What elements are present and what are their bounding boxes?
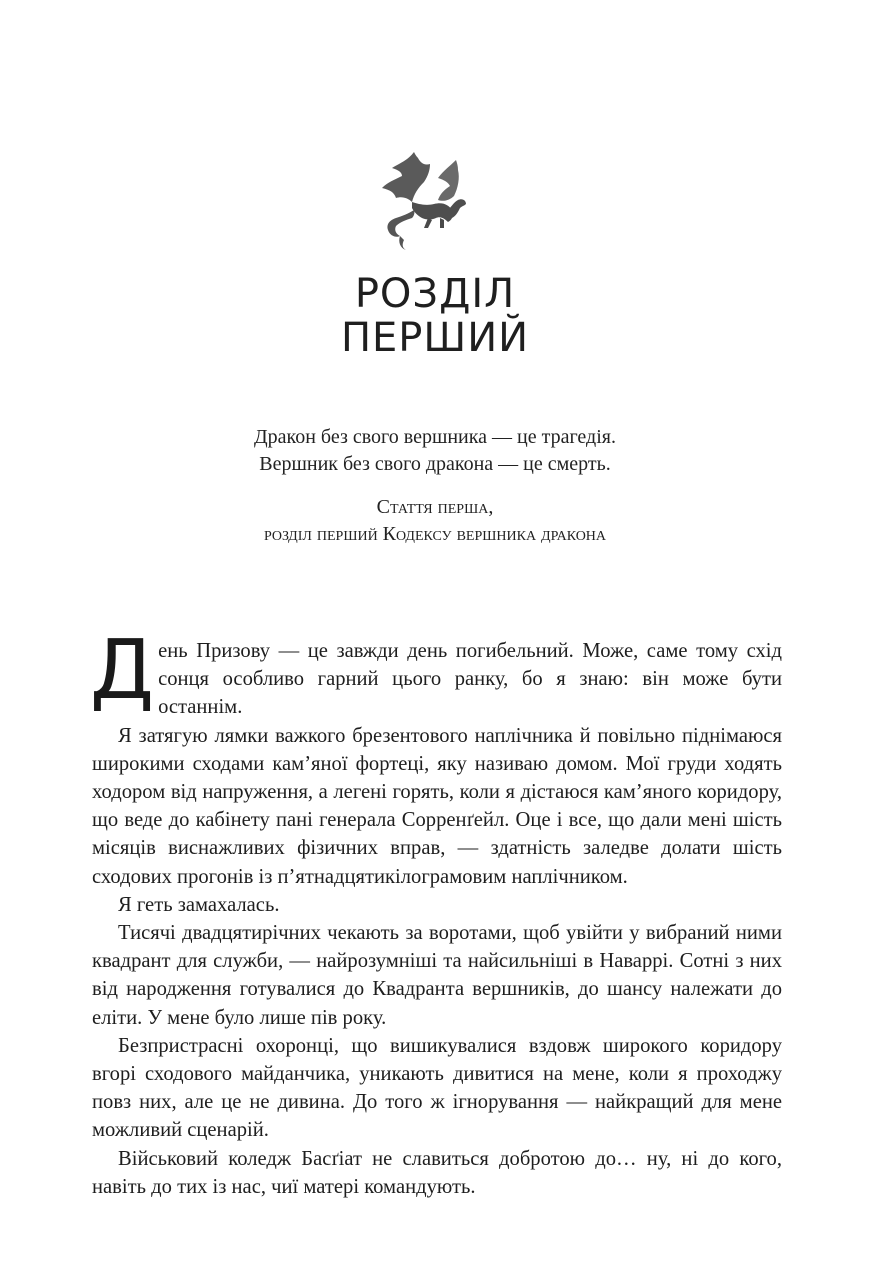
paragraph-text: ень Призову — це завжди день погибельний. Може, саме тому схід сонця особливо гарний цього ранку, бо я знаю: він може бути останнім. [158, 640, 782, 719]
paragraph: Тисячі двадцятирічних чекають за воротами, щоб увійти у вибраний ними квадрант для служби, — найрозумніші та найсильніші в Наваррі. Сотні з них від народження готувалися до Квадранта вершників, до шансу належати до еліти. У мене було лише пів року. [92, 922, 782, 1029]
chapter-title-line2: ПЕРШИЙ [340, 315, 530, 361]
chapter-title [0, 272, 870, 360]
chapter-title-line1: РОЗДІЛ [354, 271, 516, 317]
attribution-line-2: розділ перший Кодексу вершника дракона [263, 523, 607, 545]
paragraph: Я геть замахалась. [118, 893, 280, 916]
paragraph: Безпристрасні охоронці, що вишикувалися вздовж широкого коридору вгорі сходового майданчика, уникають дивитися на мене, коли я проходжу повз них, але це не дивина. До того ж ігнорування — найкращий для мене можливий сценарій. [92, 1034, 782, 1142]
chapter-body [90, 623, 782, 1201]
paragraph: Я затягую лямки важкого брезентового наплічника й повільно піднімаюся широкими сходами кам’яної фортеці, яку називаю домом. Мої груди ходять ходором від напруження, а легені горять, коли я дістаюся кам’яного коридору, що веде до кабінету пані генерала Сорренґейл. Оце і все, що дали мені шість місяців виснажливих фізичних вправ, — здатність заледве долати шість сходових прогонів із п’ятнадцятикілограмовим наплічником. [92, 724, 782, 888]
paragraph: Військовий коледж Басґіат не славиться добротою до… ну, ні до кого, навіть до тих із нас, чиї матері командують. [92, 1147, 782, 1198]
dragon-icon [378, 148, 470, 256]
epigraph-attribution [0, 494, 870, 548]
paragraph [90, 623, 782, 722]
drop-cap: Д [90, 623, 155, 718]
epigraph [0, 424, 870, 478]
attribution-line-1: Стаття перша, [376, 496, 494, 518]
epigraph-line-1: Дракон без свого вершника — це трагедія. [254, 426, 616, 448]
epigraph-line-2: Вершник без свого дракона — це смерть. [259, 453, 611, 475]
